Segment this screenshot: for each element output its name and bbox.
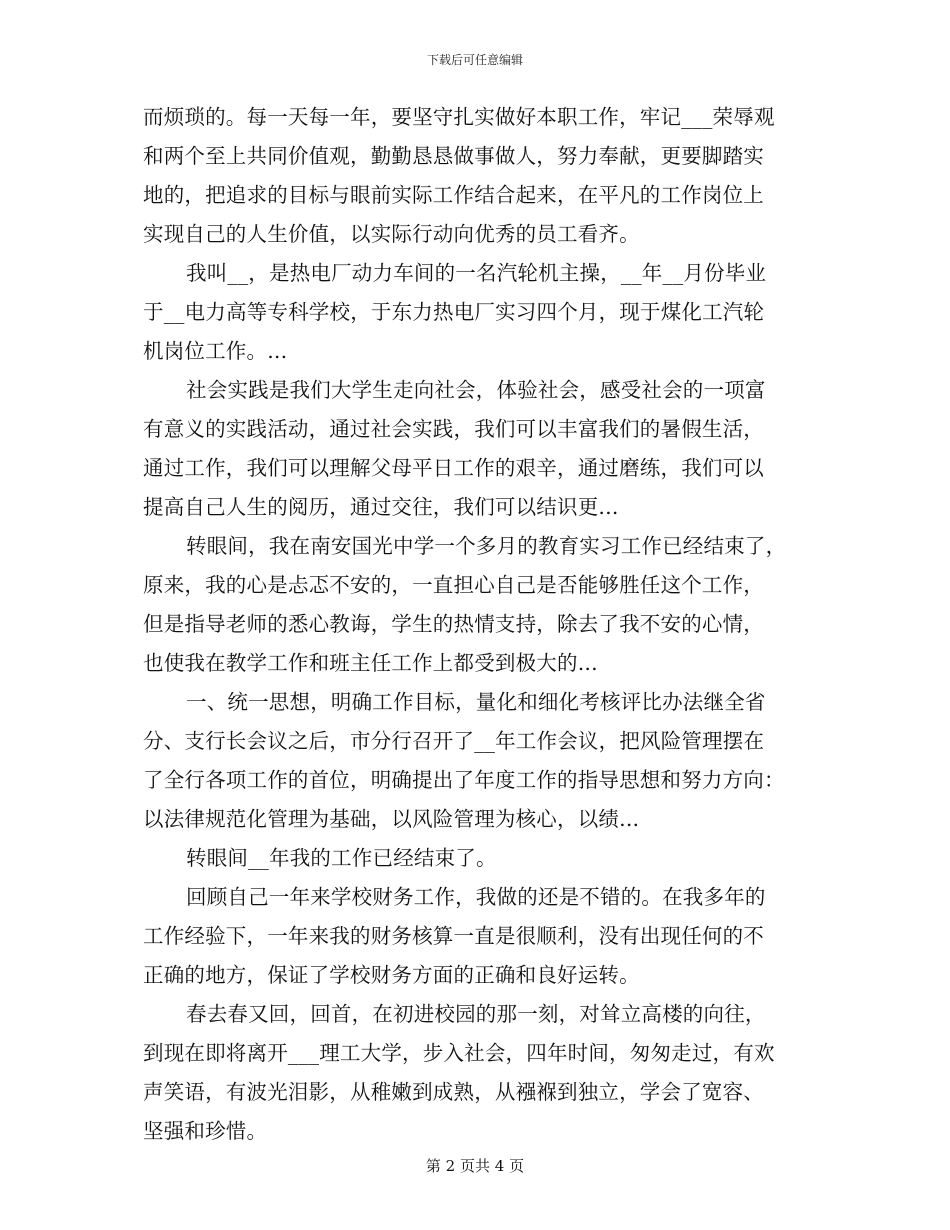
- text-line: 通过工作，我们可以理解父母平日工作的艰辛，通过磨练，我们可以: [143, 456, 764, 480]
- text-line: 了全行各项工作的首位，明确提出了年度工作的指导思想和努力方向：: [143, 768, 785, 792]
- text-line: 实现自己的人生价值，以实际行动向优秀的员工看齐。: [143, 222, 640, 246]
- page-header-note: 下载后可任意编辑: [426, 53, 523, 67]
- text-line: 声笑语，有波光泪影，从稚嫩到成熟，从襁褓到独立，学会了宽容、: [143, 1080, 764, 1104]
- paragraph-start-line: 转眼间__年我的工作已经结束了。: [186, 846, 497, 870]
- text-line: 到现在即将离开___理工大学，步入社会，四年时间，匆匆走过，有欢: [143, 1041, 775, 1065]
- paragraph-start-line: 回顾自己一年来学校财务工作，我做的还是不错的。在我多年的: [186, 885, 766, 909]
- page-number: 第 2 页共 4 页: [425, 1157, 525, 1175]
- paragraph-start-line: 一、统一思想，明确工作目标，量化和细化考核评比办法继全省: [186, 690, 766, 714]
- paragraph-start-line: 我叫__，是热电厂动力车间的一名汽轮机主操，__年__月份毕业: [186, 261, 767, 285]
- text-line: 和两个至上共同价值观，勤勤恳恳做事做人，努力奉献，更要脚踏实: [143, 144, 764, 168]
- text-line: 原来，我的心是忐忑不安的，一直担心自己是否能够胜任这个工作，: [143, 573, 764, 597]
- text-line: 也使我在教学工作和班主任工作上都受到极大的...: [143, 651, 598, 675]
- text-line: 于__电力高等专科学校，于东力热电厂实习四个月，现于煤化工汽轮: [143, 300, 765, 324]
- text-line: 正确的地方，保证了学校财务方面的正确和良好运转。: [143, 963, 640, 987]
- text-line: 地的，把追求的目标与眼前实际工作结合起来，在平凡的工作岗位上: [143, 183, 764, 207]
- text-line: 有意义的实践活动，通过社会实践，我们可以丰富我们的暑假生活，: [143, 417, 764, 441]
- text-line: 机岗位工作。...: [143, 339, 288, 363]
- paragraph-start-line: 社会实践是我们大学生走向社会，体验社会，感受社会的一项富: [186, 378, 766, 402]
- text-line: 而烦琐的。每一天每一年，要坚守扎实做好本职工作，牢记___荣辱观: [143, 105, 775, 129]
- paragraph-start-line: 转眼间，我在南安国光中学一个多月的教育实习工作已经结束了，: [186, 534, 787, 558]
- text-line: 以法律规范化管理为基础，以风险管理为核心，以绩...: [143, 807, 640, 831]
- document-body: [143, 98, 807, 1151]
- text-line: 提高自己人生的阅历，通过交往，我们可以结识更...: [143, 495, 619, 519]
- text-line: 坚强和珍惜。: [143, 1119, 268, 1143]
- text-line: 但是指导老师的悉心教诲，学生的热情支持，除去了我不安的心情，: [143, 612, 764, 636]
- text-line: 工作经验下，一年来我的财务核算一直是很顺利，没有出现任何的不: [143, 924, 764, 948]
- text-line: 分、支行长会议之后，市分行召开了__年工作会议，把风险管理摆在: [143, 729, 765, 753]
- paragraph-start-line: 春去春又回，回首，在初进校园的那一刻，对耸立高楼的向往，: [186, 1002, 766, 1026]
